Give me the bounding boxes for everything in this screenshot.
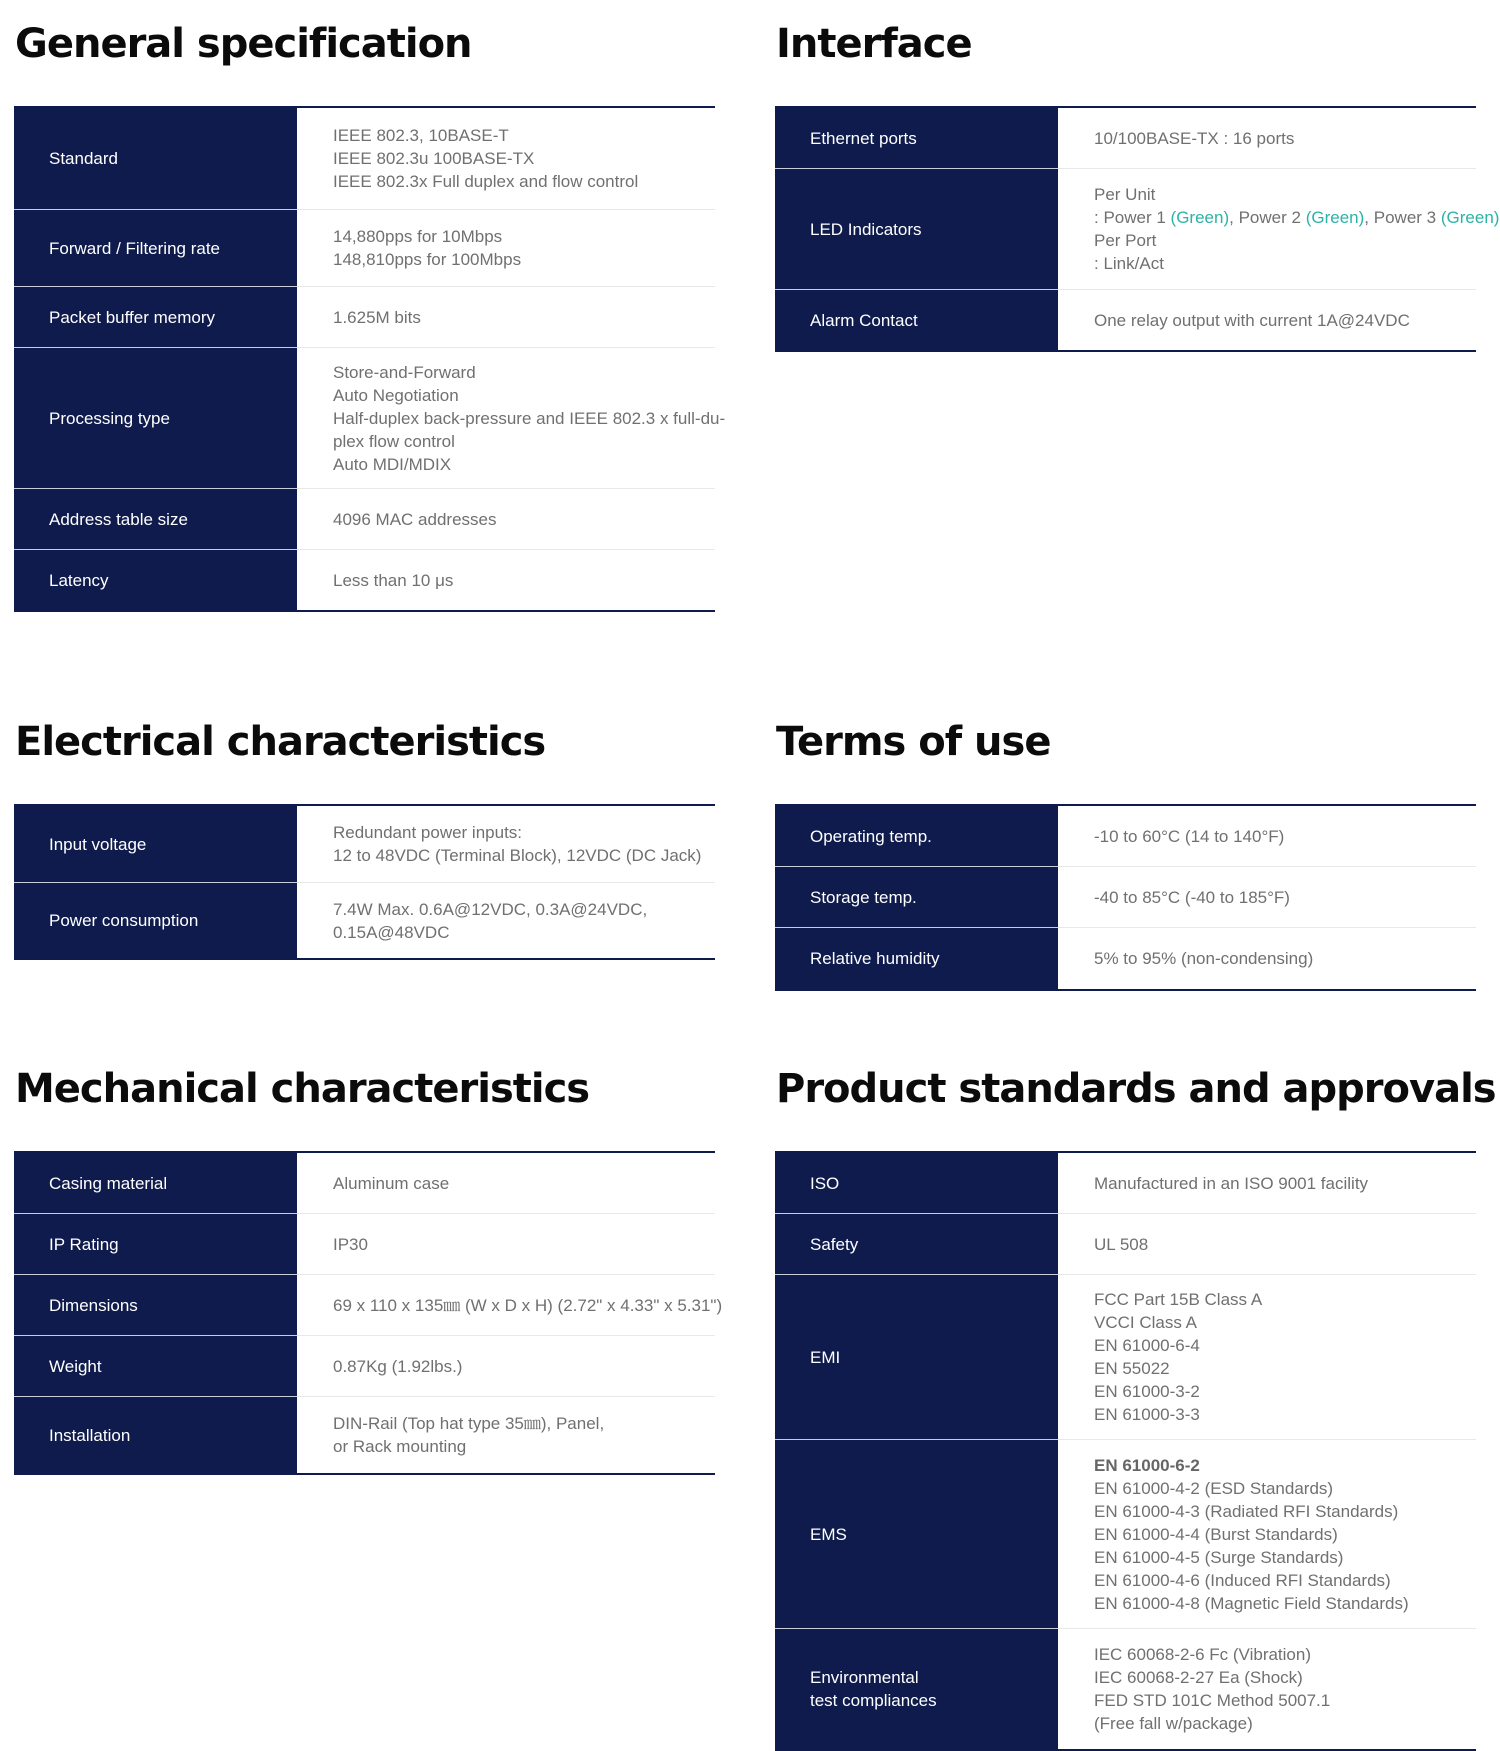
spec-row-processing-type [14, 347, 726, 488]
row-label: Safety [775, 1213, 1058, 1274]
row-value [1058, 290, 1476, 350]
product-standards-table [775, 1151, 1476, 1751]
row-label: Input voltage [14, 806, 297, 882]
row-label: Storage temp. [775, 866, 1058, 927]
row-value [1058, 806, 1476, 866]
row-value [297, 883, 715, 958]
value-line: Per Port [1094, 231, 1157, 250]
spec-row-iso [775, 1153, 1476, 1213]
value-line: VCCI Class A [1094, 1313, 1197, 1332]
spec-row-power-consumption [14, 882, 715, 958]
spec-row-alarm-contact [775, 289, 1476, 350]
row-value [1058, 1275, 1476, 1439]
row-label: EMS [775, 1439, 1058, 1628]
value-line: 10/100BASE-TX : 16 ports [1094, 128, 1295, 148]
value-line-heading: EN 61000-6-2 [1094, 1455, 1200, 1475]
row-value [1058, 108, 1476, 168]
row-label: Dimensions [14, 1274, 297, 1335]
value-line: EN 61000-3-3 [1094, 1405, 1200, 1424]
power-1-label: : Power 1 [1094, 208, 1166, 227]
spec-row-address-table-size [14, 488, 715, 549]
row-value [1058, 1440, 1476, 1628]
value-line: Per Unit [1094, 185, 1156, 204]
value-line: Manufactured in an ISO 9001 facility [1094, 1173, 1369, 1193]
value-line: IEC 60068-2-6 Fc (Vibration) [1094, 1645, 1312, 1664]
value-line: EN 61000-4-8 (Magnetic Field Standards) [1094, 1593, 1409, 1613]
row-value [297, 1153, 715, 1213]
row-value [297, 108, 715, 209]
value-line: Half-duplex back-pressure and IEEE 802.3 x full-du- [333, 408, 726, 428]
spec-row-standard [14, 108, 715, 209]
row-label: Operating temp. [775, 806, 1058, 866]
spec-row-installation [14, 1396, 715, 1473]
spec-row-operating-temp [775, 806, 1476, 866]
row-value [297, 1336, 715, 1396]
value-line: (Free fall w/package) [1094, 1714, 1253, 1733]
value-line: One relay output with current 1A@24VDC [1094, 310, 1410, 330]
spec-row-packet-buffer-memory [14, 286, 715, 347]
row-label: Forward / Filtering rate [14, 209, 297, 286]
section-title: Product standards and approvals [776, 1066, 1496, 1112]
value-line: or Rack mounting [333, 1437, 467, 1456]
spec-row-latency [14, 549, 715, 610]
green-status: (Green) [1170, 208, 1230, 227]
value-line: 69 x 110 x 135㎜ (W x D x H) (2.72" x 4.33" x 5.31") [333, 1295, 723, 1315]
terms-of-use-table [775, 804, 1476, 991]
value-line: Aluminum case [333, 1173, 450, 1193]
value-line: Auto MDI/MDIX [333, 454, 452, 474]
spec-row-ip-rating [14, 1213, 715, 1274]
value-line: EN 61000-3-2 [1094, 1382, 1200, 1401]
section-title: Terms of use [776, 719, 1051, 765]
row-label: Packet buffer memory [14, 286, 297, 347]
value-line: EN 61000-4-2 (ESD Standards) [1094, 1478, 1334, 1498]
section-title: General specification [15, 21, 472, 67]
row-value [297, 1397, 715, 1473]
value-line: Store-and-Forward [333, 362, 476, 382]
row-value [1058, 169, 1500, 289]
row-value [1058, 1629, 1476, 1749]
value-line: IEEE 802.3, 10BASE-T [333, 126, 509, 145]
value-line: Redundant power inputs: [333, 823, 523, 842]
value-line: -10 to 60°C (14 to 140°F) [1094, 826, 1285, 846]
spec-row-ems [775, 1439, 1476, 1628]
green-status: (Green) [1440, 208, 1500, 227]
spec-row-dimensions [14, 1274, 723, 1335]
row-value [297, 489, 715, 549]
value-line: FED STD 101C Method 5007.1 [1094, 1691, 1331, 1710]
row-label: Ethernet ports [775, 108, 1058, 168]
value-line: Less than 10 μs [333, 570, 454, 590]
value-line: -40 to 85°C (-40 to 185°F) [1094, 887, 1290, 907]
value-line: 0.87Kg (1.92lbs.) [333, 1356, 463, 1376]
value-line: IEEE 802.3x Full duplex and flow control [333, 172, 639, 191]
row-value [297, 348, 731, 488]
row-value [297, 1214, 715, 1274]
power-2-label: Power 2 [1238, 208, 1301, 227]
row-label: Processing type [14, 347, 297, 488]
value-line: EN 61000-4-5 (Surge Standards) [1094, 1547, 1344, 1567]
section-title: Mechanical characteristics [15, 1066, 590, 1112]
separator: , [1364, 208, 1370, 227]
spec-row-safety [775, 1213, 1476, 1274]
spec-row-input-voltage [14, 806, 715, 882]
power-3-label: Power 3 [1373, 208, 1437, 227]
value-line: 14,880pps for 10Mbps [333, 227, 503, 246]
spec-row-environmental-test-compliances [775, 1628, 1476, 1749]
row-value [1058, 867, 1476, 927]
value-line: EN 61000-4-6 (Induced RFI Standards) [1094, 1570, 1391, 1590]
row-label: Latency [14, 549, 297, 610]
value-line: EN 61000-6-4 [1094, 1336, 1200, 1355]
spec-row-emi [775, 1274, 1476, 1439]
value-line: IEEE 802.3u 100BASE-TX [333, 149, 535, 168]
mechanical-characteristics-table [14, 1151, 723, 1475]
electrical-characteristics-table [14, 804, 715, 960]
section-title: Interface [776, 21, 972, 67]
row-label: Installation [14, 1396, 297, 1473]
value-line: FCC Part 15B Class A [1094, 1290, 1263, 1309]
row-value [297, 550, 715, 610]
row-label: Casing material [14, 1153, 297, 1213]
value-line: DIN-Rail (Top hat type 35㎜), Panel, [333, 1414, 605, 1433]
row-value [1058, 1214, 1476, 1274]
row-label: Standard [14, 108, 297, 209]
value-line: 1.625M bits [333, 307, 421, 327]
value-line: EN 61000-4-4 (Burst Standards) [1094, 1524, 1338, 1544]
value-line: EN 61000-4-3 (Radiated RFI Standards) [1094, 1501, 1399, 1521]
spec-row-relative-humidity [775, 927, 1476, 989]
row-value [1058, 928, 1476, 989]
spec-row-forward-filtering-rate [14, 209, 715, 286]
value-line: EN 55022 [1094, 1359, 1170, 1378]
green-status: (Green) [1305, 208, 1365, 227]
spec-row-weight [14, 1335, 715, 1396]
row-label: Address table size [14, 488, 297, 549]
interface-table [775, 106, 1500, 352]
value-line: 148,810pps for 100Mbps [333, 250, 522, 269]
row-label: Weight [14, 1335, 297, 1396]
label-line: Environmental [810, 1668, 919, 1687]
row-label: Alarm Contact [775, 289, 1058, 350]
value-line: Auto Negotiation [333, 385, 459, 405]
row-value [297, 806, 715, 882]
value-line: 4096 MAC addresses [333, 509, 497, 529]
row-value [297, 210, 715, 286]
row-label: LED Indicators [775, 168, 1058, 289]
section-title: Electrical characteristics [15, 719, 546, 765]
label-line: test compliances [810, 1691, 937, 1710]
spec-row-led-indicators [775, 168, 1500, 289]
general-specification-table [14, 106, 726, 612]
row-label: Relative humidity [775, 927, 1058, 989]
row-value [1058, 1153, 1476, 1213]
row-value [297, 287, 715, 347]
value-line: UL 508 [1094, 1234, 1149, 1254]
value-line: 5% to 95% (non-condensing) [1094, 949, 1314, 968]
spec-row-ethernet-ports [775, 108, 1476, 168]
value-line: 7.4W Max. 0.6A@12VDC, 0.3A@24VDC, [333, 899, 648, 919]
separator: , [1229, 208, 1234, 227]
led-power-line [1094, 206, 1499, 229]
row-label [775, 1628, 1058, 1749]
row-label: EMI [775, 1274, 1058, 1439]
value-line: IP30 [333, 1234, 368, 1254]
row-label: IP Rating [14, 1213, 297, 1274]
row-label: ISO [775, 1153, 1058, 1213]
value-line: 12 to 48VDC (Terminal Block), 12VDC (DC Jack) [333, 846, 702, 865]
value-line: 0.15A@48VDC [333, 922, 450, 942]
value-line: plex flow control [333, 431, 455, 451]
spec-row-casing-material [14, 1153, 715, 1213]
value-line: IEC 60068-2-27 Ea (Shock) [1094, 1668, 1303, 1687]
row-label: Power consumption [14, 882, 297, 958]
spec-row-storage-temp [775, 866, 1476, 927]
value-line: : Link/Act [1094, 254, 1164, 273]
row-value [297, 1275, 728, 1335]
